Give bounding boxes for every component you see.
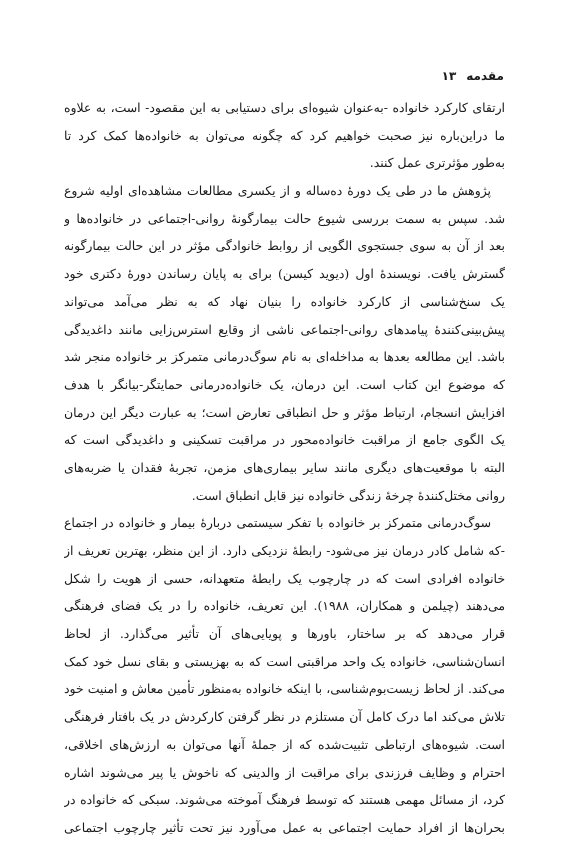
text-line: احترام و وظایف فرزندی برای مراقبت از والدینی که ناخوش یا پیر می‌شوند اشاره: [64, 764, 505, 780]
text-line: انسان‌شناسی، خانواده یک واحد مراقبتی است که به بهزیستی و بقای نسل خود کمک: [64, 653, 505, 669]
text-line: خانواده افرادی است که در چارچوب یک رابطهٔ متعهدانه، حسی از هویت را شکل: [64, 570, 505, 586]
text-line: می‌دهند (چیلمن و همکاران، ۱۹۸۸). این تعریف، خانواده را در یک فضای فرهنگی: [64, 598, 505, 614]
text-line: باشد. این مطالعه بعدها به مداخله‌ای به نام سوگ‌درمانی متمرکز بر خانواده منجر شد: [64, 349, 505, 365]
text-line: البته با موقعیت‌های دیگری مانند سایر بیماری‌های مزمن، تجربهٔ فقدان یا ضربه‌های: [64, 459, 505, 475]
text-line: روانی مختل‌کنندهٔ چرخهٔ زندگی خانواده نیز قابل انطباق است.: [191, 487, 505, 503]
page-header: [64, 66, 504, 86]
text-line: یک سنخ‌شناسی از کارکرد خانواده را بنیان نهاد که به نظر می‌آمد می‌تواند: [64, 293, 505, 309]
text-line: بعد از آن به سوی جستجوی الگویی از روابط خانوادگی مؤثر در این حالت بیمارگونه: [64, 238, 505, 254]
text-line: که موضوع این کتاب است. این درمان، یک خانواده‌درمانی حمایتگر-بیانگر با هدف: [64, 376, 505, 392]
page-body: [64, 94, 505, 842]
text-line: کرد، از مسائل مهمی هستند که توسط فرهنگ آموخته می‌شوند. سبکی که خانواده در: [64, 792, 505, 808]
text-line: -که شامل کادر درمان نیز می‌شود- رابطهٔ نزدیکی دارد. از این منظر، بهترین تعریف از: [64, 543, 505, 558]
text-line: شد. سپس به سمت بررسی شیوع حالت بیمارگونهٔ روانی-اجتماعی در خانواده‌ها و: [64, 210, 505, 226]
text-line: ارتقای کارکرد خانواده -به‌عنوان شیوه‌ای برای دستیابی به این مقصود- است، به علاوه: [64, 100, 505, 115]
text-line: قرار می‌دهد که بر ساختار، باورها و پویایی‌های آن تأثیر می‌گذارد. از لحاظ: [64, 626, 505, 642]
page-number: ۱۳: [441, 69, 457, 83]
text-line: یک الگوی جامع از مراقبت خانواده‌محور در مراقبت تسکینی و داغدیدگی است که: [64, 432, 505, 448]
text-line: ما دراین‌باره نیز صحبت خواهیم کرد که چگونه می‌توان به خانواده‌ها کمک کرد تا: [64, 127, 505, 143]
text-line: می‌کند. از لحاظ زیست‌بوم‌شناسی، با اینکه خانواده به‌منظور تأمین معاش و امنیت خود: [64, 681, 505, 697]
text-line: سوگ‌درمانی متمرکز بر خانواده با تفکر سیستمی دربارهٔ بیمار و خانواده در اجتماع: [64, 515, 491, 531]
text-line: گسترش یافت. نویسندهٔ اول (دیوید کیسن) برای به پایان رساندن دورهٔ دکتری خود: [64, 266, 505, 282]
text-line: است. شیوه‌های ارتباطی تثبیت‌شده که از جملهٔ آنها می‌توان به ارزش‌های اخلاقی،: [64, 736, 505, 752]
text-line: پژوهش ما در طی یک دورهٔ ده‌ساله و از یکسری مطالعات مشاهده‌ای اولیه شروع: [64, 183, 491, 199]
text-line: به‌طور مؤثرتری عمل کنند.: [369, 155, 505, 171]
text-line: بحران‌ها از افراد حمایت اجتماعی به عمل می‌آورد نیز تحت تأثیر چارچوب اجتماعی: [64, 819, 505, 835]
text-line: پیش‌بینی‌کنندهٔ پیامدهای روانی-اجتماعی ناشی از وقایع استرس‌زایی مانند داغدیدگی: [64, 321, 505, 337]
chapter-title: مقدمه: [466, 69, 504, 83]
text-line: افزایش انسجام، ارتباط مؤثر و حل انطباقی تعارض است؛ به عبارت دیگر این درمان: [64, 404, 505, 420]
text-line: تلاش می‌کند اما درک کامل آن مستلزم در نظر گرفتن کارکردش در یک بافتار فرهنگی: [64, 709, 505, 725]
